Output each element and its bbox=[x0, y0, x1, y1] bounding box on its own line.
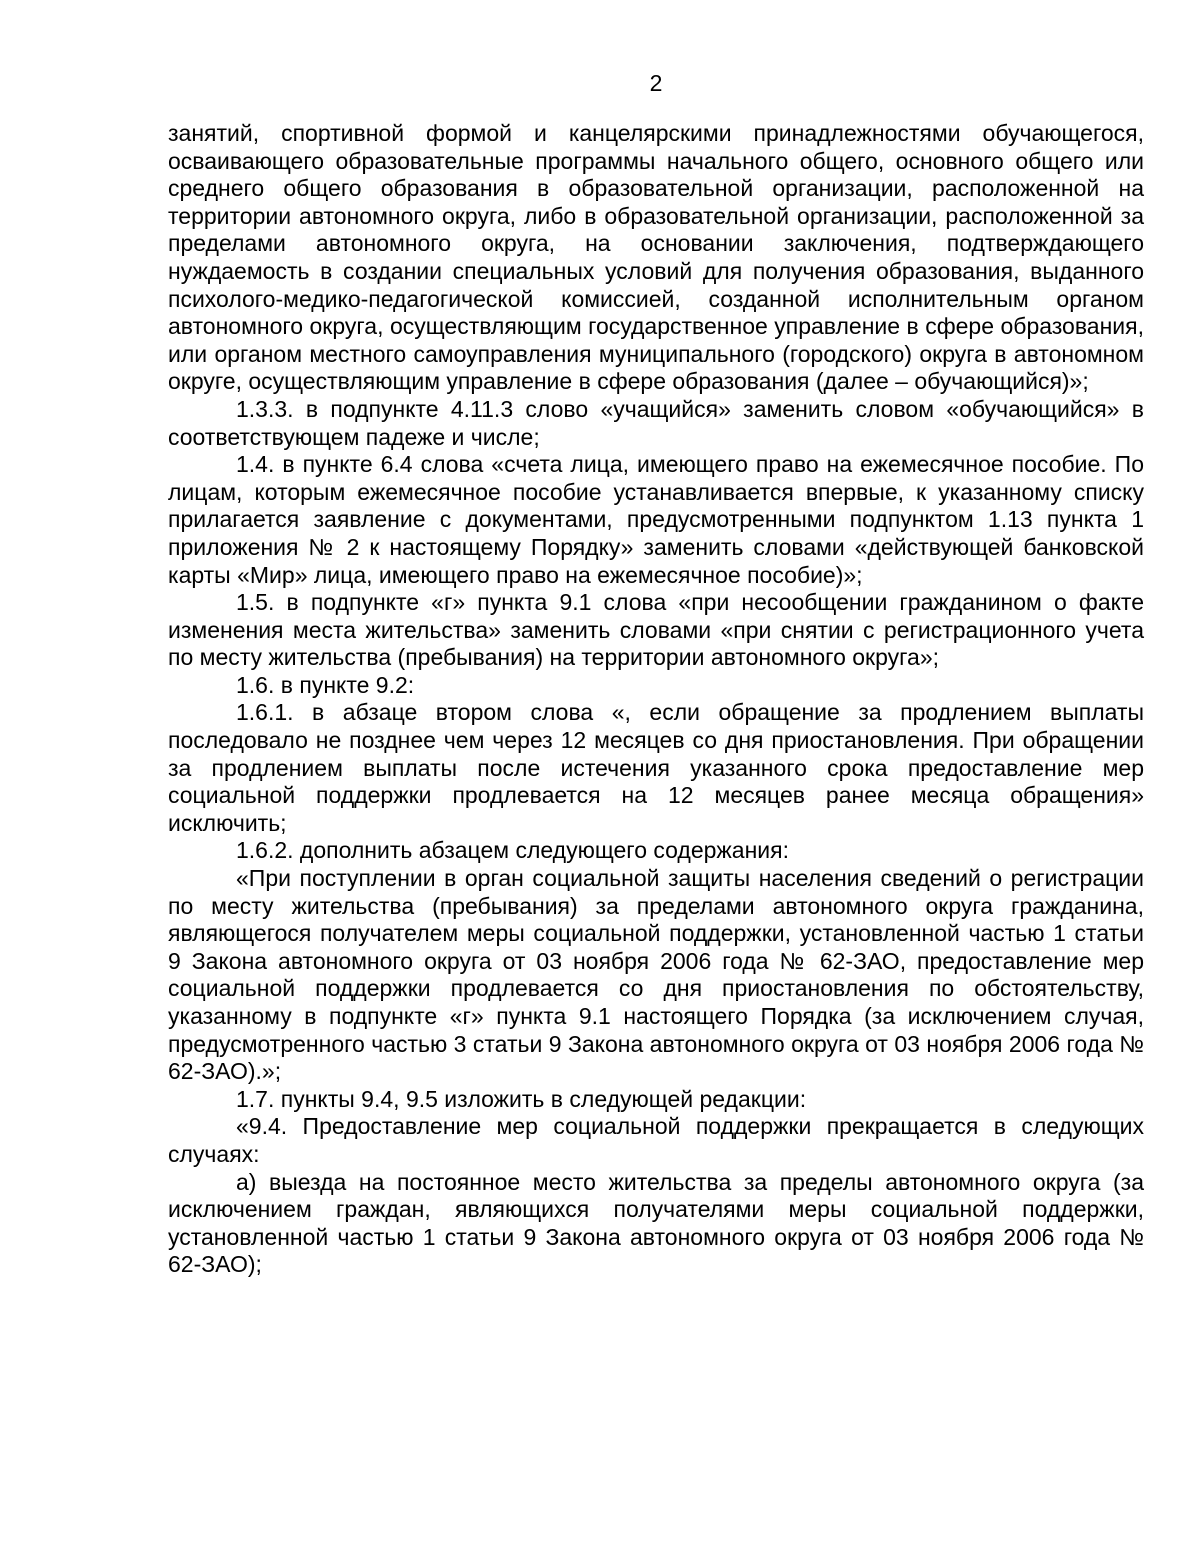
paragraph-quoted-addition: «При поступлении в орган социальной защиты населения сведений о регистрации по месту жительства (пребывания) за пределами автономного округа гражданина, являющегося получателем меры социальной поддержки, установленной частью 1 статьи 9 Закона автономного округа от 03 ноября 2006 года № 62-ЗАО, предоставление мер социальной поддержки продлевается со дня приостановления по обстоятельству, указанному в подпункте «г» пункта 9.1 настоящего Порядка (за исключением случая, предусмотренного частью 3 статьи 9 Закона автономного округа от 03 ноября 2006 года № 62-ЗАО).»; bbox=[168, 865, 1144, 1085]
paragraph-1-6: 1.6. в пункте 9.2: bbox=[236, 671, 415, 698]
paragraph-1-5: 1.5. в подпункте «г» пункта 9.1 слова «при несообщении гражданином о факте изменения места жительства» заменить словами «при снятии с регистрационного учета по месту жительства (пребывания) на территории автономного округа»; bbox=[168, 589, 1144, 671]
paragraph-9-4: «9.4. Предоставление мер социальной поддержки прекращается в следующих случаях: bbox=[168, 1113, 1144, 1167]
paragraph-1-7: 1.7. пункты 9.4, 9.5 изложить в следующей редакции: bbox=[236, 1085, 807, 1112]
paragraph-1-4: 1.4. в пункте 6.4 слова «счета лица, имеющего право на ежемесячное пособие. По лицам, которым ежемесячное пособие устанавливается впервые, к указанному списку прилагается заявление с документами, предусмотренными подпунктом 1.13 пункта 1 приложения № 2 к настоящему Порядку» заменить словами «действующей банковской карты «Мир» лица, имеющего право на ежемесячное пособие)»; bbox=[168, 451, 1144, 588]
paragraph-9-4-a: а) выезда на постоянное место жительства за пределы автономного округа (за исключением граждан, являющихся получателями меры социальной поддержки, установленной частью 1 статьи 9 Закона автономного округа от 03 ноября 2006 года № 62-ЗАО); bbox=[168, 1168, 1144, 1278]
page-number: 2 bbox=[649, 70, 663, 96]
paragraph-continuation: занятий, спортивной формой и канцелярскими принадлежностями обучающегося, осваивающего образовательные программы начального общего, основного общего или среднего общего образования в образовательной организации, расположенной на территории автономного округа, либо в образовательной организации, расположенной за пределами автономного округа, на основании заключения, подтверждающего нуждаемость в создании специальных условий для получения образования, выданного психолого-медико-педагогической комиссией, созданной исполнительным органом автономного округа, осуществляющим государственное управление в сфере образования, или органом местного самоуправления муниципального (городского) округа в автономном округе, осуществляющим управление в сфере образования (далее – обучающийся)»; bbox=[168, 120, 1144, 395]
paragraph-1-6-1: 1.6.1. в абзаце втором слова «, если обращение за продлением выплаты последовало не позднее чем через 12 месяцев со дня приостановления. При обращении за продлением выплаты после истечения указанного срока предоставление мер социальной поддержки продлевается на 12 месяцев ранее месяца обращения» исключить; bbox=[168, 699, 1144, 836]
paragraph-1-3-3: 1.3.3. в подпункте 4.11.3 слово «учащийся» заменить словом «обучающийся» в соответствующем падеже и числе; bbox=[168, 395, 1144, 450]
paragraph-1-6-2: 1.6.2. дополнить абзацем следующего содержания: bbox=[236, 837, 789, 864]
document-body bbox=[168, 120, 1144, 1279]
